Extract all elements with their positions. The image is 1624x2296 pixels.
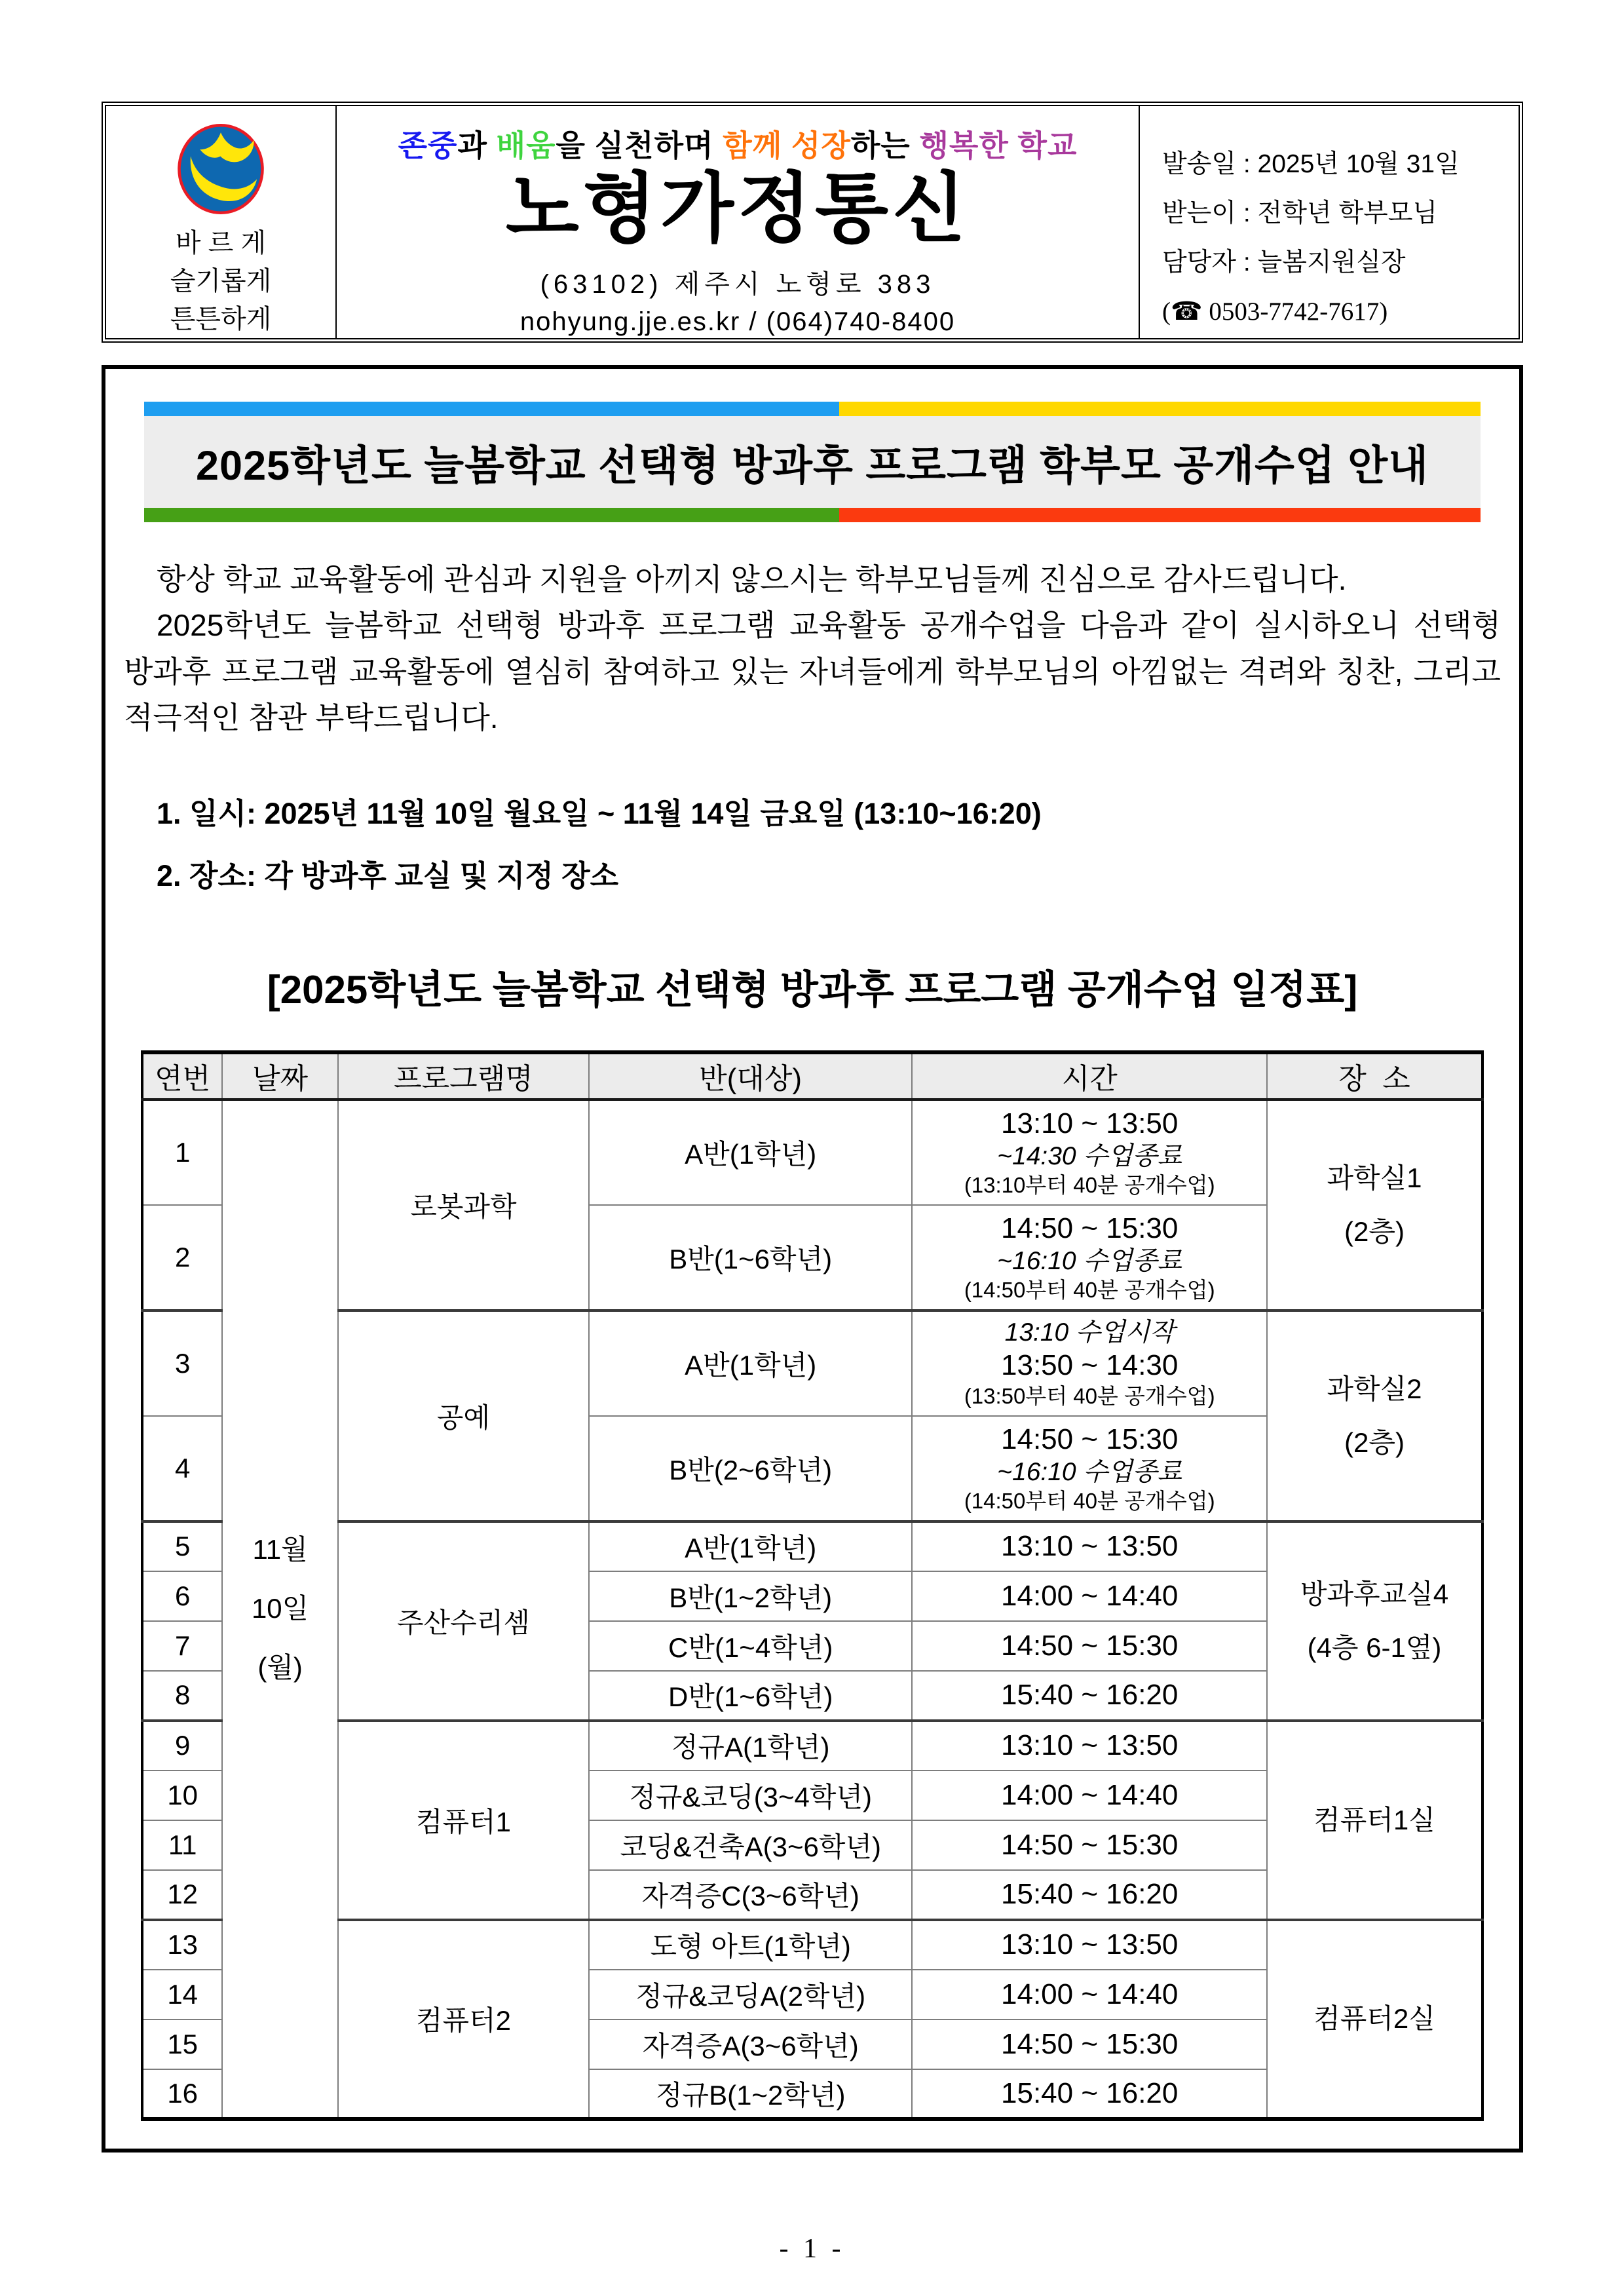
time-lines xyxy=(915,1317,1264,1410)
time-cell xyxy=(912,1970,1267,2019)
time-range: 14:50 ~ 15:30 xyxy=(1001,1423,1179,1455)
masthead-info xyxy=(1140,106,1519,338)
slogan-part: 함께 성장 xyxy=(723,128,851,163)
time-lines xyxy=(915,1827,1264,1863)
serial-cell: 5 xyxy=(142,1521,222,1571)
masthead-center xyxy=(337,106,1140,338)
schedule-table xyxy=(141,1050,1484,2121)
slogan-part: 을 실천하며 xyxy=(556,128,723,163)
time-cell xyxy=(912,1621,1267,1671)
serial-cell: 8 xyxy=(142,1671,222,1721)
column-header: 시간 xyxy=(912,1052,1267,1100)
motto-line: 튼튼하게 xyxy=(170,305,272,334)
time-range: 13:10 ~ 13:50 xyxy=(1001,1729,1179,1762)
time-range: 14:00 ~ 14:40 xyxy=(1001,1978,1179,2010)
table-row xyxy=(142,1920,1482,1970)
banner-top-bar xyxy=(144,402,1481,416)
class-cell: 자격증A(3~6학년) xyxy=(589,2019,912,2069)
paragraph: 항상 학교 교육활동에 관심과 지원을 아끼지 않으시는 학부모님들께 진심으로 감사드립니다. xyxy=(157,562,1347,596)
time-cell xyxy=(912,1870,1267,1920)
serial-cell: 13 xyxy=(142,1920,222,1970)
time-end-note: ~14:30 수업종료 xyxy=(997,1142,1182,1171)
class-cell: A반(1학년) xyxy=(589,1521,912,1571)
time-start-note: 13:10 수업시작 xyxy=(1004,1318,1175,1347)
time-cell xyxy=(912,1671,1267,1721)
info-line: 발송일 : 2025년 10월 31일 xyxy=(1162,150,1460,178)
intro-paragraphs xyxy=(124,556,1501,741)
column-header: 반(대상) xyxy=(589,1052,912,1100)
time-cell xyxy=(912,1820,1267,1870)
column-header: 장 소 xyxy=(1267,1052,1482,1100)
time-range: 14:50 ~ 15:30 xyxy=(1001,1828,1179,1861)
serial-cell: 1 xyxy=(142,1100,222,1205)
time-lines xyxy=(915,1578,1264,1614)
serial-cell: 3 xyxy=(142,1311,222,1416)
class-cell: 코딩&건축A(3~6학년) xyxy=(589,1820,912,1870)
class-cell: 정규B(1~2학년) xyxy=(589,2069,912,2119)
schedule-table-head xyxy=(142,1052,1482,1100)
time-lines xyxy=(915,1927,1264,1962)
detail-item: 1. 일시: 2025년 11월 10일 월요일 ~ 11월 14일 금요일 (13:10~16:20) xyxy=(157,796,1042,830)
time-cell xyxy=(912,1521,1267,1571)
class-cell: C반(1~4학년) xyxy=(589,1621,912,1671)
banner-body xyxy=(144,416,1481,508)
time-lines xyxy=(915,1106,1264,1199)
class-cell: A반(1학년) xyxy=(589,1311,912,1416)
time-lines xyxy=(915,2076,1264,2111)
class-cell: 정규&코딩A(2학년) xyxy=(589,1970,912,2019)
time-lines xyxy=(915,1877,1264,1912)
class-cell: D반(1~6학년) xyxy=(589,1671,912,1721)
program-cell: 공예 xyxy=(338,1311,589,1521)
slogan-part: 하는 xyxy=(850,128,920,163)
place-cell: 과학실1 (2층) xyxy=(1267,1100,1482,1311)
serial-cell: 15 xyxy=(142,2019,222,2069)
time-cell xyxy=(912,1311,1267,1416)
motto-line: 바 르 게 xyxy=(175,229,267,258)
time-cell xyxy=(912,1920,1267,1970)
school-motto xyxy=(170,224,272,338)
open-class-note: (13:10부터 40분 공개수업) xyxy=(964,1173,1215,1197)
column-header: 연번 xyxy=(142,1052,222,1100)
table-row xyxy=(142,1721,1482,1770)
schedule-table-body xyxy=(142,1100,1482,2119)
serial-cell: 2 xyxy=(142,1205,222,1311)
info-line: (☎ 0503-7742-7617) xyxy=(1162,297,1388,326)
serial-cell: 12 xyxy=(142,1870,222,1920)
school-contact: nohyung.jje.es.kr / (064)740-8400 xyxy=(519,307,956,336)
time-cell xyxy=(912,2019,1267,2069)
info-line: 받는이 : 전학년 학부모님 xyxy=(1162,199,1438,227)
time-lines xyxy=(915,1211,1264,1304)
slogan-part: 행복한 학교 xyxy=(919,128,1078,163)
newsletter-title: 노형가정통신 xyxy=(505,166,970,251)
time-lines xyxy=(915,1529,1264,1564)
time-range: 15:40 ~ 16:20 xyxy=(1001,1878,1179,1911)
class-cell: B반(1~2학년) xyxy=(589,1571,912,1621)
time-range: 15:40 ~ 16:20 xyxy=(1001,2076,1179,2109)
time-cell xyxy=(912,1571,1267,1621)
time-range: 14:50 ~ 15:30 xyxy=(1001,2027,1179,2060)
info-line: 담당자 : 늘봄지원실장 xyxy=(1162,248,1406,277)
title-banner xyxy=(144,402,1481,522)
program-cell: 로봇과학 xyxy=(338,1100,589,1311)
place-cell: 과학실2 (2층) xyxy=(1267,1311,1482,1521)
place-cell: 컴퓨터1실 xyxy=(1267,1721,1482,1920)
place-cell: 방과후교실4 (4층 6-1옆) xyxy=(1267,1521,1482,1721)
time-range: 13:50 ~ 14:30 xyxy=(1001,1349,1179,1382)
serial-cell: 4 xyxy=(142,1416,222,1521)
serial-cell: 11 xyxy=(142,1820,222,1870)
content-box xyxy=(102,365,1523,2152)
program-cell: 컴퓨터2 xyxy=(338,1920,589,2119)
time-lines xyxy=(915,2027,1264,2062)
school-slogan xyxy=(337,122,1139,165)
slogan-part: 과 xyxy=(457,128,497,163)
serial-cell: 6 xyxy=(142,1571,222,1621)
time-cell xyxy=(912,2069,1267,2119)
time-lines xyxy=(915,1422,1264,1515)
detail-item: 2. 장소: 각 방과후 교실 및 지정 장소 xyxy=(157,858,619,892)
class-cell: 도형 아트(1학년) xyxy=(589,1920,912,1970)
table-row xyxy=(142,1311,1482,1416)
serial-cell: 7 xyxy=(142,1621,222,1671)
class-cell: A반(1학년) xyxy=(589,1100,912,1205)
time-cell xyxy=(912,1100,1267,1205)
table-row xyxy=(142,1100,1482,1205)
time-lines xyxy=(915,1728,1264,1763)
time-range: 13:10 ~ 13:50 xyxy=(1001,1530,1179,1563)
paragraph: 2025학년도 늘봄학교 선택형 방과후 프로그램 교육활동 공개수업을 다음과 같이 실시하오니 선택형 방과후 프로그램 교육활동에 열심히 참여하고 있는 자녀들에게 학부모님의 아낌없는 격려와 칭찬, 그리고 적극적인 참관 부탁드립니다. xyxy=(124,608,1501,735)
time-range: 15:40 ~ 16:20 xyxy=(1001,1679,1179,1712)
banner-title: 2025학년도 늘봄학교 선택형 방과후 프로그램 학부모 공개수업 안내 xyxy=(196,442,1429,489)
column-header: 날짜 xyxy=(222,1052,338,1100)
time-cell xyxy=(912,1416,1267,1521)
time-range: 14:00 ~ 14:40 xyxy=(1001,1778,1179,1811)
slogan-part: 배움 xyxy=(496,128,556,163)
time-range: 13:10 ~ 13:50 xyxy=(1001,1107,1179,1139)
open-class-note: (13:50부터 40분 공개수업) xyxy=(964,1384,1215,1408)
serial-cell: 9 xyxy=(142,1721,222,1770)
motto-line: 슬기롭게 xyxy=(170,267,272,296)
column-header: 프로그램명 xyxy=(338,1052,589,1100)
schedule-details xyxy=(157,796,1506,892)
table-row xyxy=(142,1521,1482,1571)
program-cell: 컴퓨터1 xyxy=(338,1721,589,1920)
class-cell: 자격증C(3~6학년) xyxy=(589,1870,912,1920)
slogan-part: 존중 xyxy=(398,128,458,163)
time-range: 14:00 ~ 14:40 xyxy=(1001,1579,1179,1612)
serial-cell: 10 xyxy=(142,1770,222,1820)
time-cell xyxy=(912,1205,1267,1311)
time-range: 14:50 ~ 15:30 xyxy=(1001,1629,1179,1662)
class-cell: 정규A(1학년) xyxy=(589,1721,912,1770)
time-lines xyxy=(915,1628,1264,1664)
time-end-note: ~16:10 수업종료 xyxy=(997,1247,1182,1276)
school-logo xyxy=(156,123,286,215)
school-address: (63102) 제주시 노형로 383 xyxy=(540,269,935,299)
page-number: - 1 - xyxy=(779,2234,845,2264)
open-class-note: (14:50부터 40분 공개수업) xyxy=(964,1278,1215,1302)
time-end-note: ~16:10 수업종료 xyxy=(997,1458,1182,1487)
header-row xyxy=(142,1052,1482,1100)
date-cell: 11월 10일 (월) xyxy=(222,1100,338,2119)
program-cell: 주산수리셈 xyxy=(338,1521,589,1721)
time-cell xyxy=(912,1721,1267,1770)
banner-bottom-bar xyxy=(144,508,1481,522)
class-cell: B반(1~6학년) xyxy=(589,1205,912,1311)
open-class-note: (14:50부터 40분 공개수업) xyxy=(964,1489,1215,1513)
masthead xyxy=(102,102,1523,343)
time-lines xyxy=(915,1977,1264,2012)
time-range: 13:10 ~ 13:50 xyxy=(1001,1928,1179,1961)
masthead-left xyxy=(106,106,337,338)
place-cell: 컴퓨터2실 xyxy=(1267,1920,1482,2119)
serial-cell: 16 xyxy=(142,2069,222,2119)
serial-cell: 14 xyxy=(142,1970,222,2019)
time-cell xyxy=(912,1770,1267,1820)
time-lines xyxy=(915,1677,1264,1713)
time-lines xyxy=(915,1778,1264,1813)
class-cell: B반(2~6학년) xyxy=(589,1416,912,1521)
schedule-title: [2025학년도 늘봄학교 선택형 방과후 프로그램 공개수업 일정표] xyxy=(267,967,1358,1012)
class-cell: 정규&코딩(3~4학년) xyxy=(589,1770,912,1820)
time-range: 14:50 ~ 15:30 xyxy=(1001,1212,1179,1244)
